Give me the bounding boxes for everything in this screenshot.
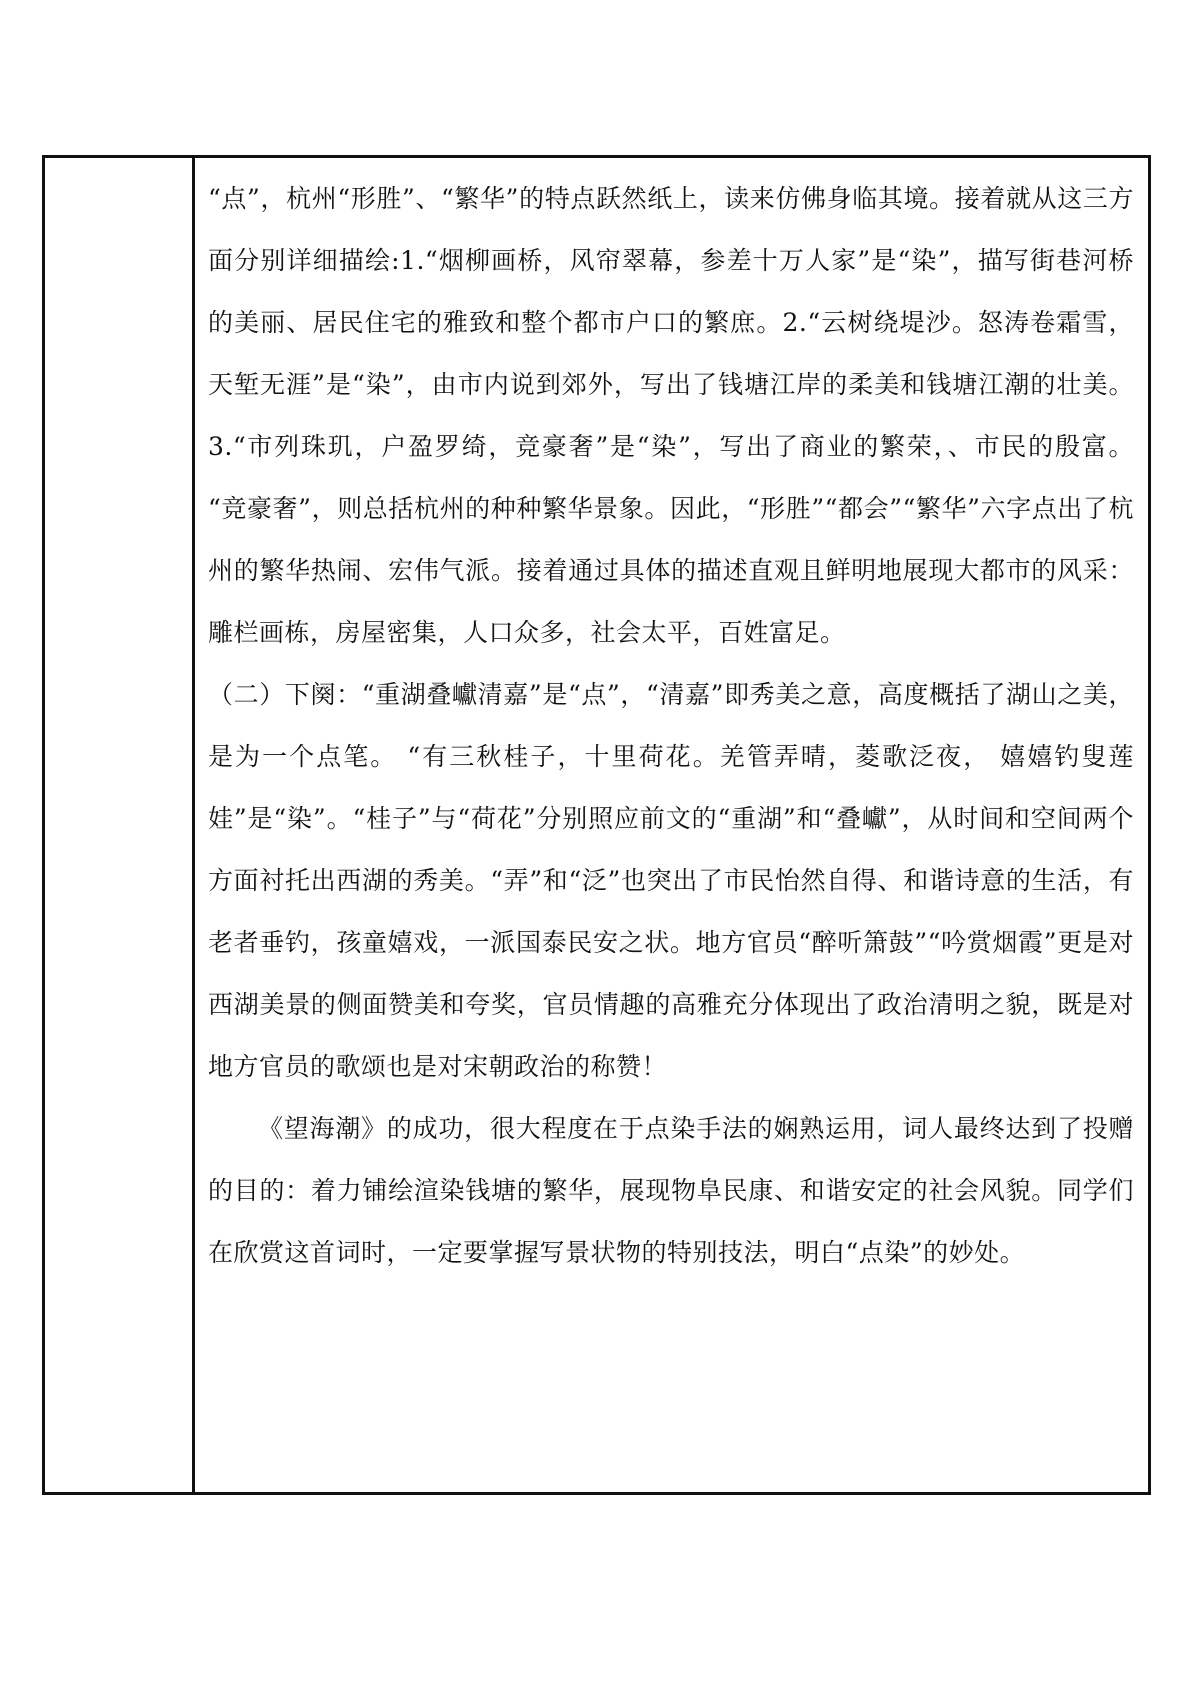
content-table (42, 155, 1151, 1495)
paragraph-shang-que: “点”，杭州“形胜”、“繁华”的特点跃然纸上，读来仿佛身临其境。接着就从这三方面分别详细描绘:1.“烟柳画桥，风帘翠幕，参差十万人家”是“染”，描写街巷河桥的美丽、居民住宅的雅致和整个都市户口的繁庶。2.“云树绕堤沙。怒涛卷霜雪，天堑无涯”是“染”，由市内说到郊外，写出了钱塘江岸的柔美和钱塘江潮的壮美。3.“市列珠玑，户盈罗绮，竞豪奢”是“染”，写出了商业的繁荣，、市民的殷富。 “竞豪奢”，则总括杭州的种种繁华景象。因此，“形胜”“都会”“繁华”六字点出了杭州的繁华热闹、宏伟气派。接着通过具体的描述直观且鲜明地展现大都市的风采：雕栏画栋，房屋密集，人口众多，社会太平，百姓富足。 (208, 184, 1134, 647)
body-text (195, 158, 1148, 1284)
left-label-cell (44, 157, 194, 1494)
table-row (44, 157, 1150, 1494)
paragraph-xia-que: （二）下阕：“重湖叠巘清嘉”是“点”，“清嘉”即秀美之意，高度概括了湖山之美，是为一个点笔。 “有三秋桂子，十里荷花。羌管弄晴，菱歌泛夜， 嬉嬉钓叟莲娃”是“染”。“桂子”与“荷花”分别照应前文的“重湖”和“叠巘”，从时间和空间两个方面衬托出西湖的秀美。“弄”和“泛”也突出了市民怡然自得、和谐诗意的生活，有老者垂钓，孩童嬉戏，一派国泰民安之状。地方官员“醉听箫鼓”“吟赏烟霞”更是对西湖美景的侧面赞美和夸奖，官员情趣的高雅充分体现出了政治清明之貌，既是对地方官员的歌颂也是对宋朝政治的称赞！ (208, 680, 1134, 1081)
content-cell (194, 157, 1150, 1494)
paragraph-conclusion: 《望海潮》的成功，很大程度在于点染手法的娴熟运用，词人最终达到了投赠的目的：着力铺绘渲染钱塘的繁华，展现物阜民康、和谐安定的社会风貌。同学们在欣赏这首词时，一定要掌握写景状物的特别技法，明白“点染”的妙处。 (208, 1114, 1134, 1267)
